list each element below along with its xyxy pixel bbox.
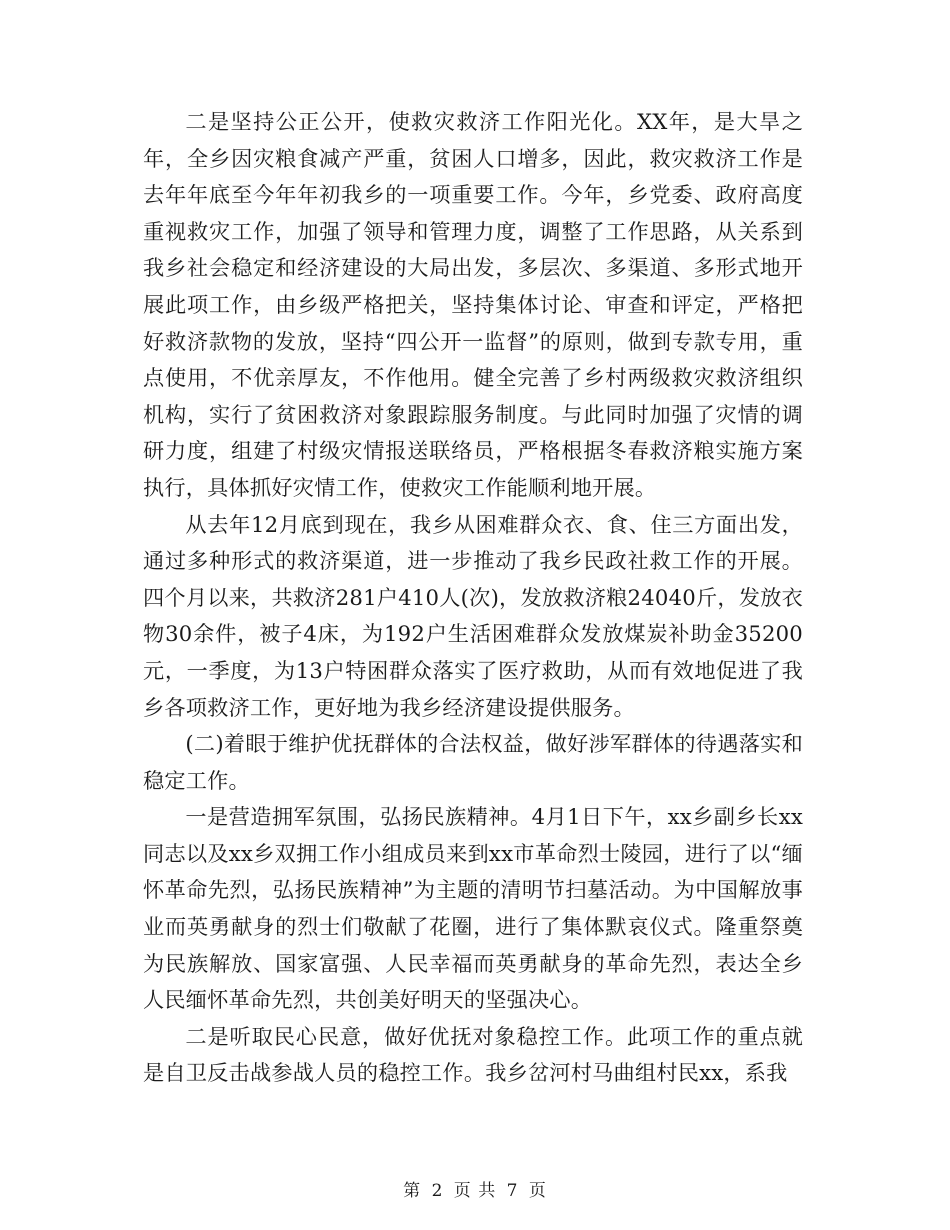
footer-middle: 页 共 (453, 1181, 497, 1201)
page-footer (0, 1176, 950, 1201)
paragraph-relief-statistics: 从去年12月底到现在，我乡从困难群众衣、食、住三方面出发，通过多种形式的救济渠道，进一步推动了我乡民政社救工作的开展。四个月以来，共救济281户410人(次)，发放救济粮24040斤，发放衣物30余件，被子4床，为192户生活困难群众发放煤炭补助金35200元，一季度，为13户特困群众落实了医疗救助，从而有效地促进了我乡各项救济工作，更好地为我乡经济建设提供服务。 (143, 511, 803, 720)
body-text (143, 104, 803, 1092)
footer-prefix: 第 (403, 1181, 422, 1201)
footer-total-pages: 7 (506, 1181, 519, 1201)
paragraph-disaster-relief: 二是坚持公正公开，使救灾救济工作阳光化。XX年，是大旱之年，全乡因灾粮食减产严重，贫困人口增多，因此，救灾救济工作是去年年底至今年年初我乡的一项重要工作。今年，乡党委、政府高度重视救灾工作，加强了领导和管理力度，调整了工作思路，从关系到我乡社会稳定和经济建设的大局出发，多层次、多渠道、多形式地开展此项工作，由乡级严格把关，坚持集体讨论、审查和评定，严格把好救济款物的发放，坚持“四公开一监督”的原则，做到专款专用，重点使用，不优亲厚友，不作他用。健全完善了乡村两级救灾救济组织机构，实行了贫困救济对象跟踪服务制度。与此同时加强了灾情的调研力度，组建了村级灾情报送联络员，严格根据冬春救济粮实施方案执行，具体抓好灾情工作，使救灾工作能顺利地开展。 (143, 109, 803, 500)
paragraph-section-heading: (二)着眼于维护优抚群体的合法权益，做好涉军群体的待遇落实和稳定工作。 (143, 731, 803, 793)
paragraph-memorial-activity: 一是营造拥军氛围，弘扬民族精神。4月1日下午，xx乡副乡长xx同志以及xx乡双拥工作小组成员来到xx市革命烈士陵园，进行了以“缅怀革命先烈，弘扬民族精神”为主题的清明节扫墓活动。为中国解放事业而英勇献身的烈士们敬献了花圈，进行了集体默哀仪式。隆重祭奠为民族解放、国家富强、人民幸福而英勇献身的革命先烈，表达全乡人民缅怀革命先烈，共创美好明天的坚强决心。 (143, 804, 803, 1013)
footer-page-number: 2 (431, 1181, 444, 1201)
paragraph-stability-work: 二是听取民心民意，做好优抚对象稳控工作。此项工作的重点就是自卫反击战参战人员的稳控工作。我乡岔河村马曲组村民xx，系我 (143, 1023, 803, 1086)
footer-suffix: 页 (528, 1181, 547, 1201)
